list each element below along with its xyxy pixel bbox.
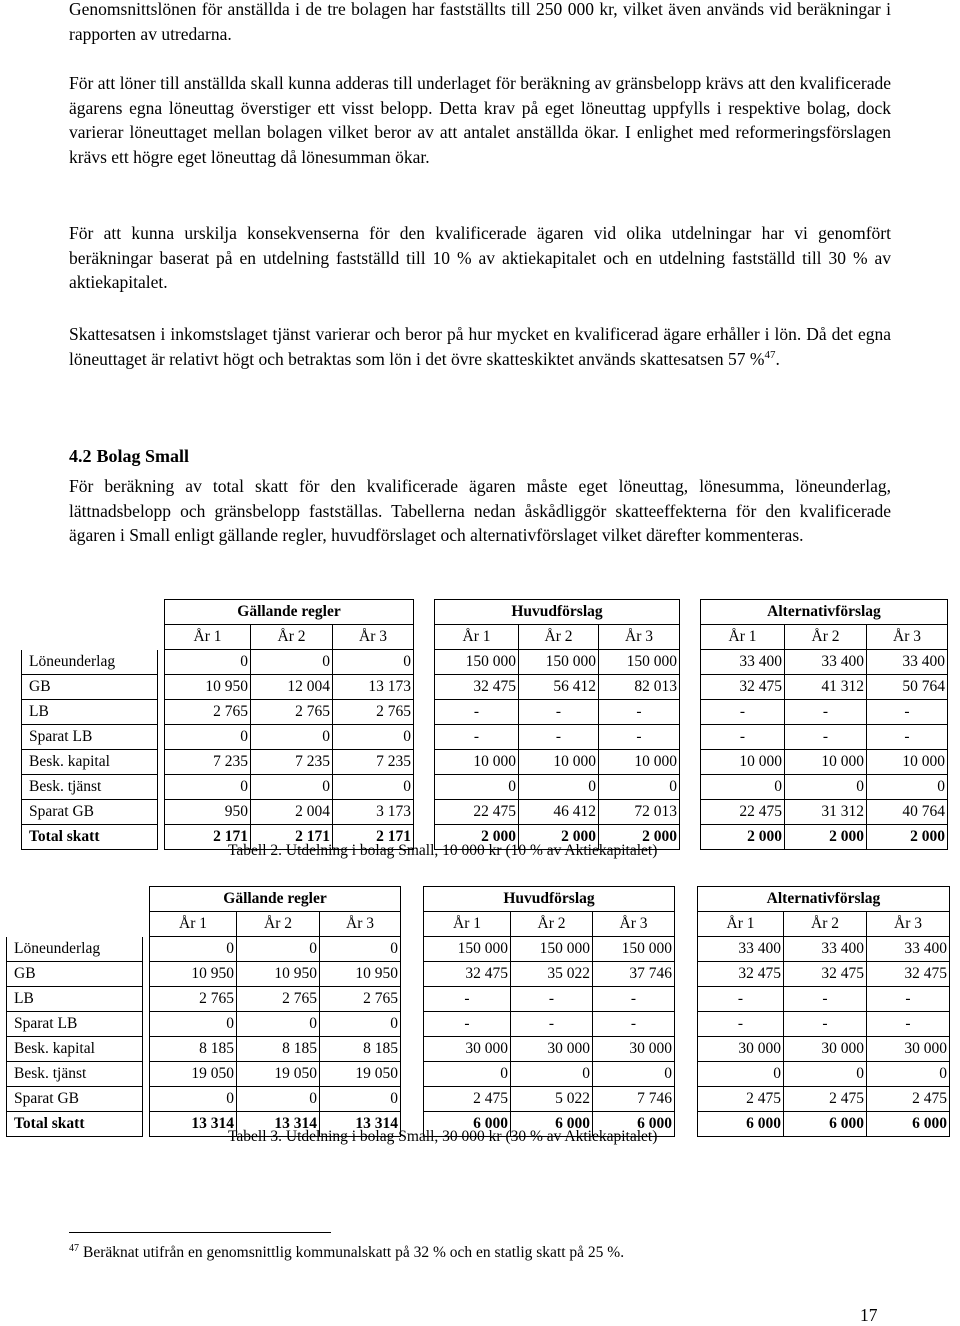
table-cell: 72 013 <box>598 800 680 825</box>
table-cell: 6 000 <box>423 1112 510 1137</box>
section-heading <box>69 444 194 468</box>
table-row <box>6 962 950 987</box>
table-cell: 2 475 <box>866 1087 950 1112</box>
table-cell: 2 475 <box>697 1087 783 1112</box>
table-group-header-row <box>21 599 948 625</box>
table-row <box>21 650 948 675</box>
group-header-current-rules: Gällande regler <box>149 886 401 912</box>
row-label: Sparat LB <box>6 1012 143 1037</box>
table-row <box>6 1087 950 1112</box>
row-label: Besk. tjänst <box>6 1062 143 1087</box>
table-cell: 2 765 <box>332 700 414 725</box>
table-cell: 22 475 <box>434 800 518 825</box>
row-label: GB <box>6 962 143 987</box>
table-cell: 7 235 <box>250 750 332 775</box>
table-cell: 2 000 <box>518 825 598 850</box>
table-row <box>21 725 948 750</box>
table-2-caption: Tabell 2. Utdelning i bolag Small, 10 000 kr (10 % av Aktiekapitalet) <box>228 842 658 859</box>
table-cell: 0 <box>236 1012 319 1037</box>
row-label: GB <box>21 675 158 700</box>
table-cell: 150 000 <box>518 650 598 675</box>
table-cell: 32 475 <box>434 675 518 700</box>
table-cell: 2 004 <box>250 800 332 825</box>
table-cell: 2 475 <box>783 1087 866 1112</box>
table-cell: 32 475 <box>866 962 950 987</box>
table-cell: 0 <box>250 775 332 800</box>
table-cell: 3 173 <box>332 800 414 825</box>
table-cell: 8 185 <box>319 1037 401 1062</box>
table-row <box>6 987 950 1012</box>
year-header: År 1 <box>423 912 510 937</box>
table-cell: 13 314 <box>149 1112 236 1137</box>
table-cell: - <box>784 725 866 750</box>
group-header-alternative-proposal: Alternativförslag <box>697 886 950 912</box>
table-cell: 46 412 <box>518 800 598 825</box>
table-cell: 82 013 <box>598 675 680 700</box>
table-cell: 0 <box>149 1012 236 1037</box>
table-cell: 150 000 <box>510 937 592 962</box>
table-cell: 33 400 <box>697 937 783 962</box>
year-header: År 1 <box>700 625 784 650</box>
table-cell: 2 171 <box>164 825 250 850</box>
group-header-main-proposal: Huvudförslag <box>423 886 675 912</box>
table-cell: 2 171 <box>332 825 414 850</box>
table-cell: - <box>783 1012 866 1037</box>
table-cell: 31 312 <box>784 800 866 825</box>
results-table-10-percent <box>21 599 948 850</box>
table-cell: 0 <box>332 650 414 675</box>
table-cell: 0 <box>784 775 866 800</box>
row-label: Besk. tjänst <box>21 775 158 800</box>
table-cell: 0 <box>598 775 680 800</box>
table-cell: 0 <box>697 1062 783 1087</box>
row-label: Sparat LB <box>21 725 158 750</box>
section-intro-paragraph: För beräkning av total skatt för den kvalificerade ägaren måste eget löneuttag, lönesumma, löneunderlag, lättnadsbelopp och gränsbelopp fastställas. Tabellerna nedan åskådliggör skatteeffekterna för den kvalificerade ägaren i Small enligt gällande regler, huvudförslaget och alternativförslaget vilket därefter kommenteras. <box>69 476 891 545</box>
table-cell: 0 <box>319 1087 401 1112</box>
table-cell: 0 <box>236 937 319 962</box>
year-header: År 1 <box>164 625 250 650</box>
table-cell: - <box>598 700 680 725</box>
table-cell: 7 235 <box>164 750 250 775</box>
table-cell: - <box>700 700 784 725</box>
table-cell: - <box>866 1012 950 1037</box>
paragraph-average-salary: Genomsnittslönen för anställda i de tre bolagen har fastställts till 250 000 kr, vilket även används vid beräkningar i rapporten av utredarna. <box>69 0 891 44</box>
table-cell: 56 412 <box>518 675 598 700</box>
table-cell: 0 <box>423 1062 510 1087</box>
section-number: 4.2 <box>69 446 92 466</box>
footnote-number: 47 <box>69 1243 79 1254</box>
table-cell: - <box>423 1012 510 1037</box>
table-cell: - <box>697 1012 783 1037</box>
table-cell: 2 000 <box>434 825 518 850</box>
table-cell: 5 022 <box>510 1087 592 1112</box>
table-cell: 30 000 <box>423 1037 510 1062</box>
table-cell: 2 000 <box>784 825 866 850</box>
table-cell: 13 314 <box>319 1112 401 1137</box>
table-row <box>6 937 950 962</box>
row-label: Besk. kapital <box>6 1037 143 1062</box>
table-cell: 2 171 <box>250 825 332 850</box>
year-header: År 2 <box>784 625 866 650</box>
table-cell: 950 <box>164 800 250 825</box>
table-year-header-row <box>6 912 950 937</box>
row-label: Total skatt <box>6 1112 143 1137</box>
table-cell: 40 764 <box>866 800 948 825</box>
table-cell: - <box>592 1012 675 1037</box>
group-header-main-proposal: Huvudförslag <box>434 599 680 625</box>
table-cell: 0 <box>149 1087 236 1112</box>
year-header: År 3 <box>319 912 401 937</box>
row-label: LB <box>21 700 158 725</box>
table-cell: - <box>434 700 518 725</box>
year-header: År 3 <box>592 912 675 937</box>
table-row <box>21 775 948 800</box>
tax-rate-text: Skattesatsen i inkomstslaget tjänst varierar och beror på hur mycket en kvalificerad ägare erhåller i lön. Då det egna löneuttaget är relativt högt och betraktas som lön i det övre skatteskiktet används skattesatsen 57 % <box>69 324 891 369</box>
table-cell: 6 000 <box>697 1112 783 1137</box>
table-cell: 0 <box>434 775 518 800</box>
table-cell: 2 000 <box>598 825 680 850</box>
table-cell: 0 <box>250 650 332 675</box>
table-cell: 30 000 <box>783 1037 866 1062</box>
row-label: Löneunderlag <box>21 650 158 675</box>
table-cell: 30 000 <box>697 1037 783 1062</box>
table-cell: 35 022 <box>510 962 592 987</box>
table-cell: - <box>434 725 518 750</box>
footnote-divider <box>69 1232 331 1233</box>
table-cell: 0 <box>510 1062 592 1087</box>
table-cell: - <box>423 987 510 1012</box>
table-cell: 0 <box>332 725 414 750</box>
tax-rate-end: . <box>775 348 780 369</box>
table-cell: 0 <box>319 937 401 962</box>
table-cell: 33 400 <box>866 937 950 962</box>
table-cell: 150 000 <box>423 937 510 962</box>
table-cell: 7 746 <box>592 1087 675 1112</box>
table-cell: 2 765 <box>236 987 319 1012</box>
table-cell: 10 000 <box>518 750 598 775</box>
table-cell: 13 314 <box>236 1112 319 1137</box>
table-cell: - <box>784 700 866 725</box>
table-cell: - <box>700 725 784 750</box>
table-row <box>21 675 948 700</box>
table-cell: 2 475 <box>423 1087 510 1112</box>
table-cell: 150 000 <box>598 650 680 675</box>
year-header: År 2 <box>250 625 332 650</box>
table-cell: 0 <box>164 650 250 675</box>
year-header: År 1 <box>434 625 518 650</box>
row-label: LB <box>6 987 143 1012</box>
table-cell: 2 000 <box>700 825 784 850</box>
table-group-header-row <box>6 886 950 912</box>
table-cell: 0 <box>164 725 250 750</box>
table-cell: 10 950 <box>164 675 250 700</box>
table-cell: - <box>510 987 592 1012</box>
table-cell: 150 000 <box>434 650 518 675</box>
table-cell: 30 000 <box>510 1037 592 1062</box>
table-cell: - <box>518 700 598 725</box>
table-cell: 7 235 <box>332 750 414 775</box>
table-cell: 50 764 <box>866 675 948 700</box>
table-cell: 10 000 <box>598 750 680 775</box>
year-header: År 3 <box>866 625 948 650</box>
table-cell: 2 765 <box>164 700 250 725</box>
table-cell: - <box>866 700 948 725</box>
table-row <box>21 700 948 725</box>
year-header: År 1 <box>149 912 236 937</box>
group-header-alternative-proposal: Alternativförslag <box>700 599 948 625</box>
table-cell: - <box>697 987 783 1012</box>
table-cell: 33 400 <box>866 650 948 675</box>
table-cell: 0 <box>592 1062 675 1087</box>
table-cell: - <box>866 725 948 750</box>
table-cell: 0 <box>866 1062 950 1087</box>
table-cell: 19 050 <box>149 1062 236 1087</box>
row-label: Sparat GB <box>21 800 158 825</box>
year-header: År 2 <box>510 912 592 937</box>
row-label: Sparat GB <box>6 1087 143 1112</box>
table-cell: 0 <box>332 775 414 800</box>
table-cell: - <box>518 725 598 750</box>
table-cell: 10 000 <box>434 750 518 775</box>
table-cell: - <box>598 725 680 750</box>
table-cell: 6 000 <box>783 1112 866 1137</box>
year-header: År 3 <box>332 625 414 650</box>
table-cell: 41 312 <box>784 675 866 700</box>
table-cell: 10 000 <box>866 750 948 775</box>
table-row <box>21 750 948 775</box>
table-cell: - <box>592 987 675 1012</box>
table-cell: 30 000 <box>866 1037 950 1062</box>
table-cell: 33 400 <box>700 650 784 675</box>
row-label: Total skatt <box>21 825 158 850</box>
table-cell: 0 <box>783 1062 866 1087</box>
footnote-text: Beräknat utifrån en genomsnittlig kommunalskatt på 32 % och en statlig skatt på 25 %. <box>83 1244 625 1261</box>
table-cell: 2 765 <box>250 700 332 725</box>
table-cell: 12 004 <box>250 675 332 700</box>
table-cell: 10 950 <box>149 962 236 987</box>
table-cell: 10 000 <box>784 750 866 775</box>
table-cell: 6 000 <box>866 1112 950 1137</box>
year-header: År 1 <box>697 912 783 937</box>
table-cell: 8 185 <box>149 1037 236 1062</box>
table-cell: 32 475 <box>697 962 783 987</box>
table-row <box>6 1062 950 1087</box>
table-cell: - <box>510 1012 592 1037</box>
table-year-header-row <box>21 625 948 650</box>
table-cell: 6 000 <box>510 1112 592 1137</box>
year-header: År 2 <box>236 912 319 937</box>
row-label: Besk. kapital <box>21 750 158 775</box>
table-cell: 8 185 <box>236 1037 319 1062</box>
paragraph-dividend-scenarios: För att kunna urskilja konsekvenserna för den kvalificerade ägaren vid olika utdelningar har vi genomfört beräkningar baserat på en utdelning fastställd till 10 % av aktiekapitalet och en utdelning fastställd till 30 % av aktiekapitalet. <box>69 223 891 292</box>
table-cell: 0 <box>164 775 250 800</box>
table-cell: 2 765 <box>319 987 401 1012</box>
table-cell: - <box>783 987 866 1012</box>
table-cell: 37 746 <box>592 962 675 987</box>
table-cell: 150 000 <box>592 937 675 962</box>
year-header: År 2 <box>518 625 598 650</box>
table-cell: 19 050 <box>236 1062 319 1087</box>
results-table-30-percent <box>6 886 950 1137</box>
table-cell: 0 <box>518 775 598 800</box>
table-cell: - <box>866 987 950 1012</box>
table-cell: 0 <box>866 775 948 800</box>
row-label: Löneunderlag <box>6 937 143 962</box>
table-cell: 33 400 <box>783 937 866 962</box>
table-cell: 10 950 <box>319 962 401 987</box>
table-row <box>6 1012 950 1037</box>
table-cell: 32 475 <box>783 962 866 987</box>
table-cell: 10 000 <box>700 750 784 775</box>
footnote <box>69 1243 624 1263</box>
year-header: År 2 <box>783 912 866 937</box>
table-row <box>6 1037 950 1062</box>
year-header: År 3 <box>598 625 680 650</box>
table-cell: 10 950 <box>236 962 319 987</box>
table-cell: 32 475 <box>423 962 510 987</box>
table-3-caption: Tabell 3. Utdelning i bolag Small, 30 000 kr (30 % av Aktiekapitalet) <box>228 1128 658 1145</box>
table-cell: 2 000 <box>866 825 948 850</box>
table-cell: 30 000 <box>592 1037 675 1062</box>
table-row <box>21 800 948 825</box>
table-cell: 6 000 <box>592 1112 675 1137</box>
table-cell: 0 <box>236 1087 319 1112</box>
table-cell: 32 475 <box>700 675 784 700</box>
table-cell: 2 765 <box>149 987 236 1012</box>
table-cell: 13 173 <box>332 675 414 700</box>
table-cell: 0 <box>250 725 332 750</box>
paragraph-tax-rate <box>69 322 891 371</box>
table-cell: 0 <box>319 1012 401 1037</box>
page-number: 17 <box>860 1305 878 1325</box>
section-title: Bolag Small <box>96 446 190 466</box>
table-cell: 33 400 <box>784 650 866 675</box>
year-header: År 3 <box>866 912 950 937</box>
paragraph-owner-salary-requirement: För att löner till anställda skall kunna adderas till underlaget för beräkning av gränsbelopp krävs att den kvalificerade ägarens egna löneuttag överstiger ett visst belopp. Detta krav på eget löneuttag uppfylls i respektive bolag, dock varierar löneuttaget mellan bolagen vilket beror av att antalet anställda ökar. I enlighet med reformeringsförslagen krävs ett högre eget löneuttag då lönesumman ökar. <box>69 73 891 167</box>
table-cell: 0 <box>700 775 784 800</box>
group-header-current-rules: Gällande regler <box>164 599 414 625</box>
table-cell: 19 050 <box>319 1062 401 1087</box>
table-cell: 22 475 <box>700 800 784 825</box>
footnote-reference: 47 <box>764 348 776 361</box>
table-cell: 0 <box>149 937 236 962</box>
